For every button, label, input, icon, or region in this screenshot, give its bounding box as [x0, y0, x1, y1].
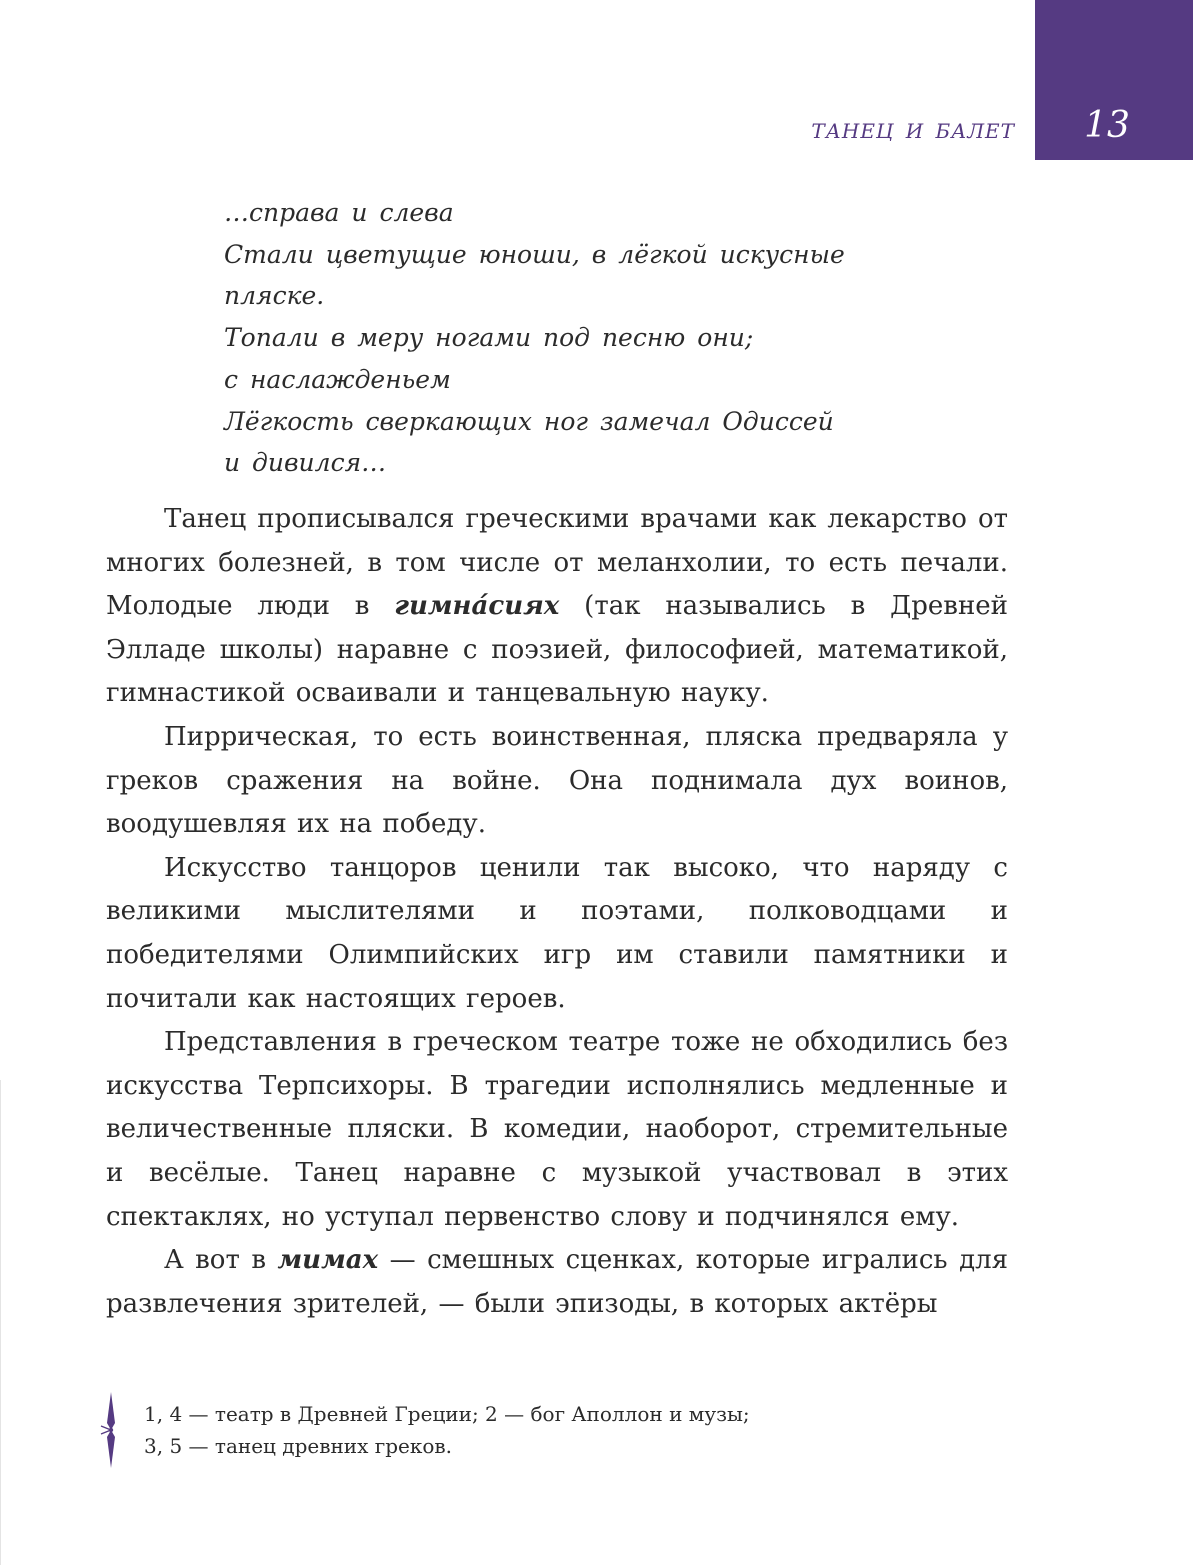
paragraph — [106, 498, 1008, 716]
paragraph: Пиррическая, то есть воинственная, пляска предваряла у греков сражения на войне. Она поднимала дух воинов, воодушевляя их на победу. — [106, 721, 1008, 840]
paragraph: Искусство танцоров ценили так высоко, что наряду с великими мыслителями и поэтами, полководцами и победителями Олимпийских игр им ставили памятники и почитали как настоящих героев. — [106, 852, 1008, 1014]
diamond-flourish-icon — [96, 1390, 120, 1470]
caption-line: 1, 4 — театр в Древней Греции; 2 — бог Аполлон и музы; — [144, 1402, 750, 1426]
poem-line: Лёгкость сверкающих ног замечал Одиссей — [224, 406, 834, 436]
paragraph: Представления в греческом театре тоже не обходились без искусства Терпсихоры. В трагедии исполнялись медленные и величественные пляски. В комедии, наоборот, стремительные и весёлые. Танец наравне с музыкой участвовал в этих спектаклях, но уступал первенство слову и подчинялся ему. — [106, 1027, 1008, 1232]
caption-line: 3, 5 — танец древних греков. — [144, 1434, 453, 1458]
paragraph-text: Танец прописывался греческими врачами как лекарство от многих болезней, в том числе от меланхолии, то есть печали. Молодые люди в — [106, 504, 1008, 622]
image-caption — [96, 1390, 856, 1470]
paragraph-text: (так назывались в Древней Элладе школы) наравне с поэзией, философией, математикой, гимнастикой осваивали и танцевальную науку. — [106, 591, 1008, 709]
page-number-tab — [1035, 0, 1193, 160]
caption-text — [144, 1398, 750, 1462]
page-number: 13 — [1084, 105, 1130, 146]
running-header: ТАНЕЦ И БАЛЕТ — [811, 119, 1015, 143]
page-edge-rule — [0, 1080, 1, 1565]
term-mimes: мимах — [277, 1245, 379, 1276]
paragraph — [106, 1239, 1008, 1326]
poem-line: …справа и слева — [224, 198, 454, 227]
poem-quote — [224, 192, 884, 484]
poem-line: пляске. — [224, 281, 325, 311]
term-gymnasium: гимна́сиях — [394, 591, 560, 622]
poem-line: Топали в меру ногами под песню они; — [224, 323, 754, 353]
paragraph-text: — смешных сценках, которые игрались для развлечения зрителей, — были эпизоды, в которых актёры — [106, 1245, 1008, 1319]
body-text — [106, 498, 1008, 1326]
poem-line: и дивился… — [224, 448, 387, 478]
paragraph-text: А вот в — [164, 1245, 278, 1276]
poem-line: с наслажденьем — [224, 364, 451, 394]
poem-line: Стали цветущие юноши, в лёгкой искусные — [224, 239, 845, 269]
